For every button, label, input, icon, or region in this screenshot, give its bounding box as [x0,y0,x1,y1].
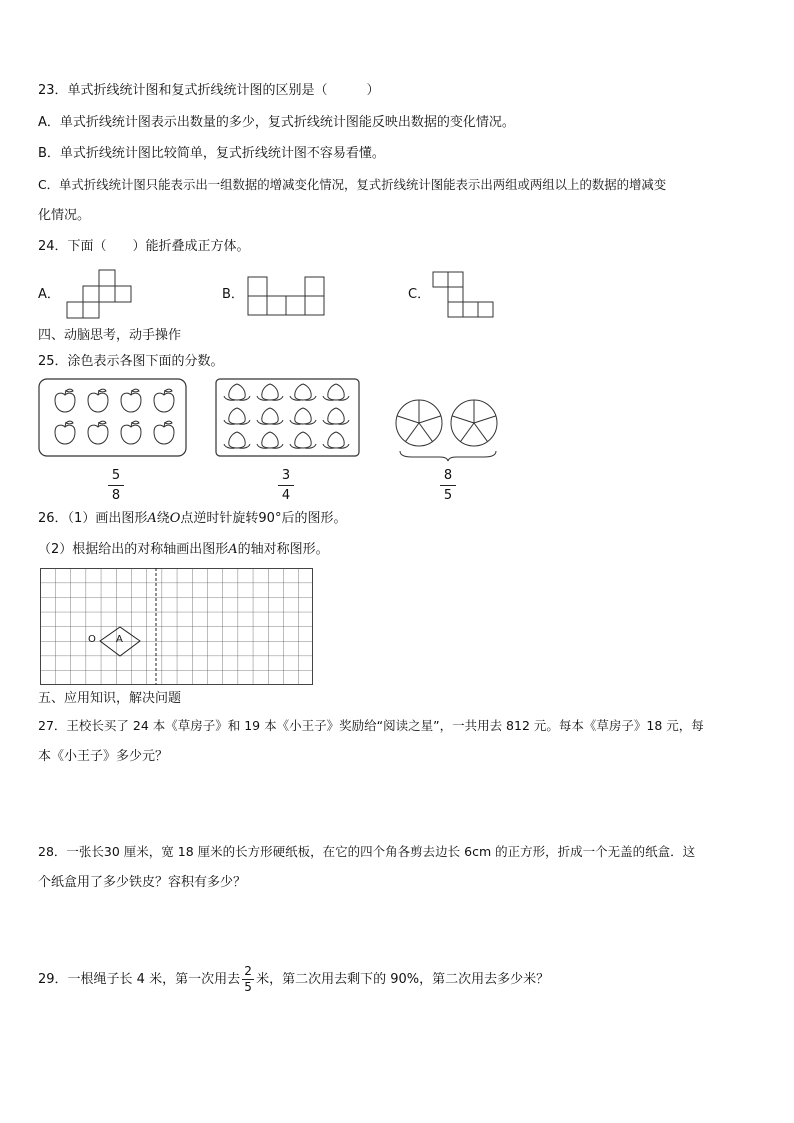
q24-label-c: C． [408,287,431,302]
apple-box [38,378,188,458]
fraction-bar [440,485,456,486]
q23-option-c-line2: 化情况。 [38,208,91,223]
fraction-eight-fifths [438,468,458,503]
q23-stem: 23．单式折线统计图和复式折线统计图的区别是（ ） [38,83,380,98]
grid-svg [40,568,313,685]
q26-part1-text-a: 26．（1）画出图形 [38,511,148,526]
cube-net-a[interactable] [60,268,140,320]
q28-line1: 28．一张长30 厘米，宽 18 厘米的长方形硬纸板，在它的四个角各剪去边长 6cm 的正方形，折成一个无盖的纸盒．这 [38,844,696,859]
fraction-numerator: 2 [244,964,252,978]
drawing-grid[interactable] [40,568,313,685]
q23-option-c-line1: C．单式折线统计图只能表示出一组数据的增减变化情况，复式折线统计图能表示出两组或两组以上的数据的增减变 [38,177,667,192]
q26-part1 [38,510,346,528]
q29-text-b: 米，第二次用去剩下的 90%，第二次用去多少米？ [256,972,550,987]
q26-part2-text-a: （2）根据给出的对称轴画出图形 [38,542,229,557]
q26-part1-text-c: 点逆时针旋转90°后的图形。 [180,511,347,526]
point-o-symbol: O [169,511,181,526]
fraction-denominator: 4 [281,488,291,503]
fraction-denominator: 5 [443,488,453,503]
q23-option-b: B．单式折线统计图比较简单，复式折线统计图不容易看懂。 [38,146,385,161]
q27-line1: 27．王校长买了 24 本《草房子》和 19 本《小王子》奖励给“阅读之星”，一共用去 812 元。每本《草房子》18 元，每 [38,718,704,733]
cube-net-c[interactable] [430,270,500,320]
fraction-five-eighths [106,468,126,503]
peach-box [215,378,361,458]
q26-part1-text-b: 绕 [156,511,170,526]
section-4-heading: 四、动脑思考，动手操作 [38,328,182,343]
q27-line2: 本《小王子》多少元？ [38,749,169,764]
q24-stem: 24．下面（ ）能折叠成正方体。 [38,239,250,254]
q23-option-a: A．单式折线统计图表示出数量的多少，复式折线统计图能反映出数据的变化情况。 [38,115,515,130]
section-5-heading: 五、应用知识，解决问题 [38,691,182,706]
q28-line2: 个纸盒用了多少铁皮？容积有多少？ [38,875,247,890]
fraction-denominator: 5 [244,980,252,994]
q25-stem: 25．涂色表示各图下面的分数。 [38,354,224,369]
shape-a-symbol: A [228,542,238,557]
shape-a-symbol: A [147,511,157,526]
q26-part2 [38,541,329,559]
fraction-bar [278,485,294,486]
circles-figure [392,395,502,467]
fraction-bar [108,485,124,486]
shape-a-label: A [116,634,123,645]
q29-text-a: 29．一根绳子长 4 米，第一次用去 [38,972,241,987]
point-o-label: O [88,634,96,645]
fraction-three-quarters [276,468,296,503]
q24-label-b: B． [222,287,244,302]
fraction-denominator: 8 [111,488,121,503]
q24-label-a: A． [38,287,60,302]
cube-net-b[interactable] [245,275,327,317]
q29-line [38,962,549,998]
q29-fraction [242,965,254,994]
q26-part2-text-b: 的轴对称图形。 [237,542,329,557]
fraction-numerator: 3 [281,468,291,483]
fraction-numerator: 5 [111,468,121,483]
fraction-numerator: 8 [443,468,453,483]
